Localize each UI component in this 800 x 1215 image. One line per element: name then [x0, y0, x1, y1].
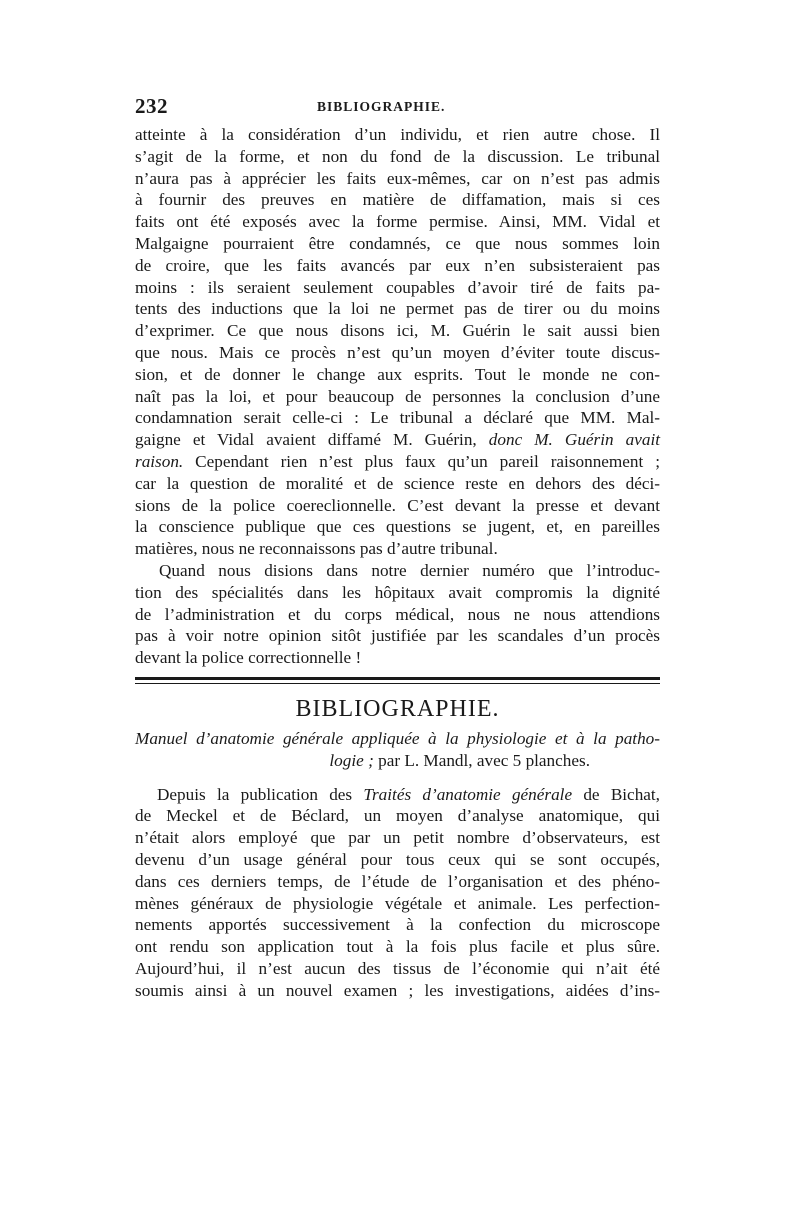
italic-text: Traités d’anatomie générale: [363, 784, 573, 804]
text-line: matières, nous ne reconnaissons pas d’autre tribunal.: [135, 539, 498, 559]
text-line: pas à voir notre opinion sitôt justifiée par les scandales d’un procès: [135, 626, 660, 646]
text-line: soumis ainsi à un nouvel examen ; les investigations, aidées d’ins-: [135, 980, 660, 1000]
article-body: [135, 124, 660, 669]
text-line: Quand nous disions dans notre dernier numéro que l’introduc-: [159, 560, 660, 580]
text-line-mixed: [135, 429, 660, 451]
divider-thin-rule: [135, 683, 660, 684]
text-segment: de Bichat,: [572, 784, 660, 804]
section-title: BIBLIOGRAPHIE.: [295, 695, 500, 722]
text-line: car la question de moralité et de science reste en dehors des déci-: [135, 473, 660, 493]
text-line: Malgaigne pourraient être condamnés, ce que nous sommes loin: [135, 233, 660, 253]
text-segment: gaigne et Vidal avaient diffamé M. Guérin,: [135, 430, 477, 450]
text-line: n’aura pas à apprécier les faits eux-mêmes, car on n’est pas admis: [135, 168, 660, 188]
text-line: nements apportés successivement à la confection du microscope: [135, 915, 660, 935]
section-divider: [135, 677, 660, 684]
text-segment: Cependant rien n’est plus faux qu’un pareil raisonnement ;: [183, 451, 660, 471]
text-line: sion, et de donner le change aux esprits. Tout le monde ne con-: [135, 364, 660, 384]
running-title: BIBLIOGRAPHIE.: [317, 99, 446, 114]
book-title-line: [135, 728, 660, 750]
text-line: devenu d’un usage général pour tous ceux qui se sont occupés,: [135, 849, 660, 869]
text-line: atteinte à la considération d’un individu, et rien autre chose. Il: [135, 125, 660, 144]
text-line: n’était alors employé que par un petit nombre d’observateurs, est: [135, 828, 660, 848]
italic-text: raison.: [135, 451, 184, 471]
text-line: mènes généraux de physiologie végétale et animale. Les perfection-: [135, 893, 660, 913]
text-line: tents des inductions que la loi ne permet pas de tirer ou du moins: [135, 299, 660, 319]
review-body: [135, 784, 660, 1002]
book-title-italic: Manuel d’anatomie générale appliquée à la physiologie et à la patho-: [135, 728, 660, 748]
text-line: de Meckel et de Béclard, un moyen d’analyse anatomique, qui: [135, 806, 660, 826]
text-line-mixed: [135, 784, 660, 806]
paragraph-1: [135, 124, 660, 560]
text-line: faits ont été exposés avec la forme permise. Ainsi, MM. Vidal et: [135, 212, 660, 232]
divider-thick-rule: [135, 677, 660, 680]
text-line: de l’administration et du corps médical, nous ne nous attendions: [135, 604, 660, 624]
page-number: 232: [135, 94, 168, 118]
book-title-italic: logie ;: [329, 750, 374, 770]
running-header: [135, 94, 660, 124]
text-line: à fournir des preuves en matière de diffamation, mais si ces: [135, 190, 660, 210]
paragraph-2: [135, 560, 660, 669]
text-line: que nous. Mais ce procès n’est qu’un moyen d’éviter toute discus-: [135, 342, 660, 362]
text-line-mixed: [135, 451, 660, 473]
text-line: sions de la police coereclionnelle. C’est devant la presse et devant: [135, 495, 660, 515]
book-title-line: [135, 750, 660, 772]
text-line: moins : ils seraient seulement coupables d’avoir tiré de faits pa-: [135, 277, 660, 297]
text-line: dans ces derniers temps, de l’étude de l’organisation et des phéno-: [135, 871, 660, 891]
text-line: tion des spécialités dans les hôpitaux avait compromis la dignité: [135, 582, 660, 602]
italic-text: donc M. Guérin avait: [488, 430, 661, 450]
book-author: par L. Mandl, avec 5 planches.: [373, 750, 590, 770]
text-line: de croire, que les faits avancés par eux n’en subsisteraient pas: [135, 255, 660, 275]
text-line: Aujourd’hui, il n’est aucun des tissus de l’économie qui n’ait été: [135, 958, 660, 978]
text-line: la conscience publique que ces questions se jugent, et, en pareilles: [135, 517, 660, 537]
text-segment: Depuis la publication des: [157, 784, 364, 804]
text-line: d’exprimer. Ce que nous disons ici, M. Guérin le sait aussi bien: [135, 321, 660, 341]
book-entry: [135, 728, 660, 772]
text-line: condamnation serait celle-ci : Le tribunal a déclaré que MM. Mal-: [135, 408, 660, 428]
text-line: devant la police correctionnelle !: [135, 648, 362, 668]
text-line: s’agit de la forme, et non du fond de la discussion. Le tribunal: [135, 146, 660, 166]
document-page: [135, 94, 660, 1001]
text-line: naît pas la loi, et pour beaucoup de personnes la conclusion d’une: [135, 386, 660, 406]
text-line: ont rendu son application tout à la fois plus facile et plus sûre.: [135, 937, 660, 957]
